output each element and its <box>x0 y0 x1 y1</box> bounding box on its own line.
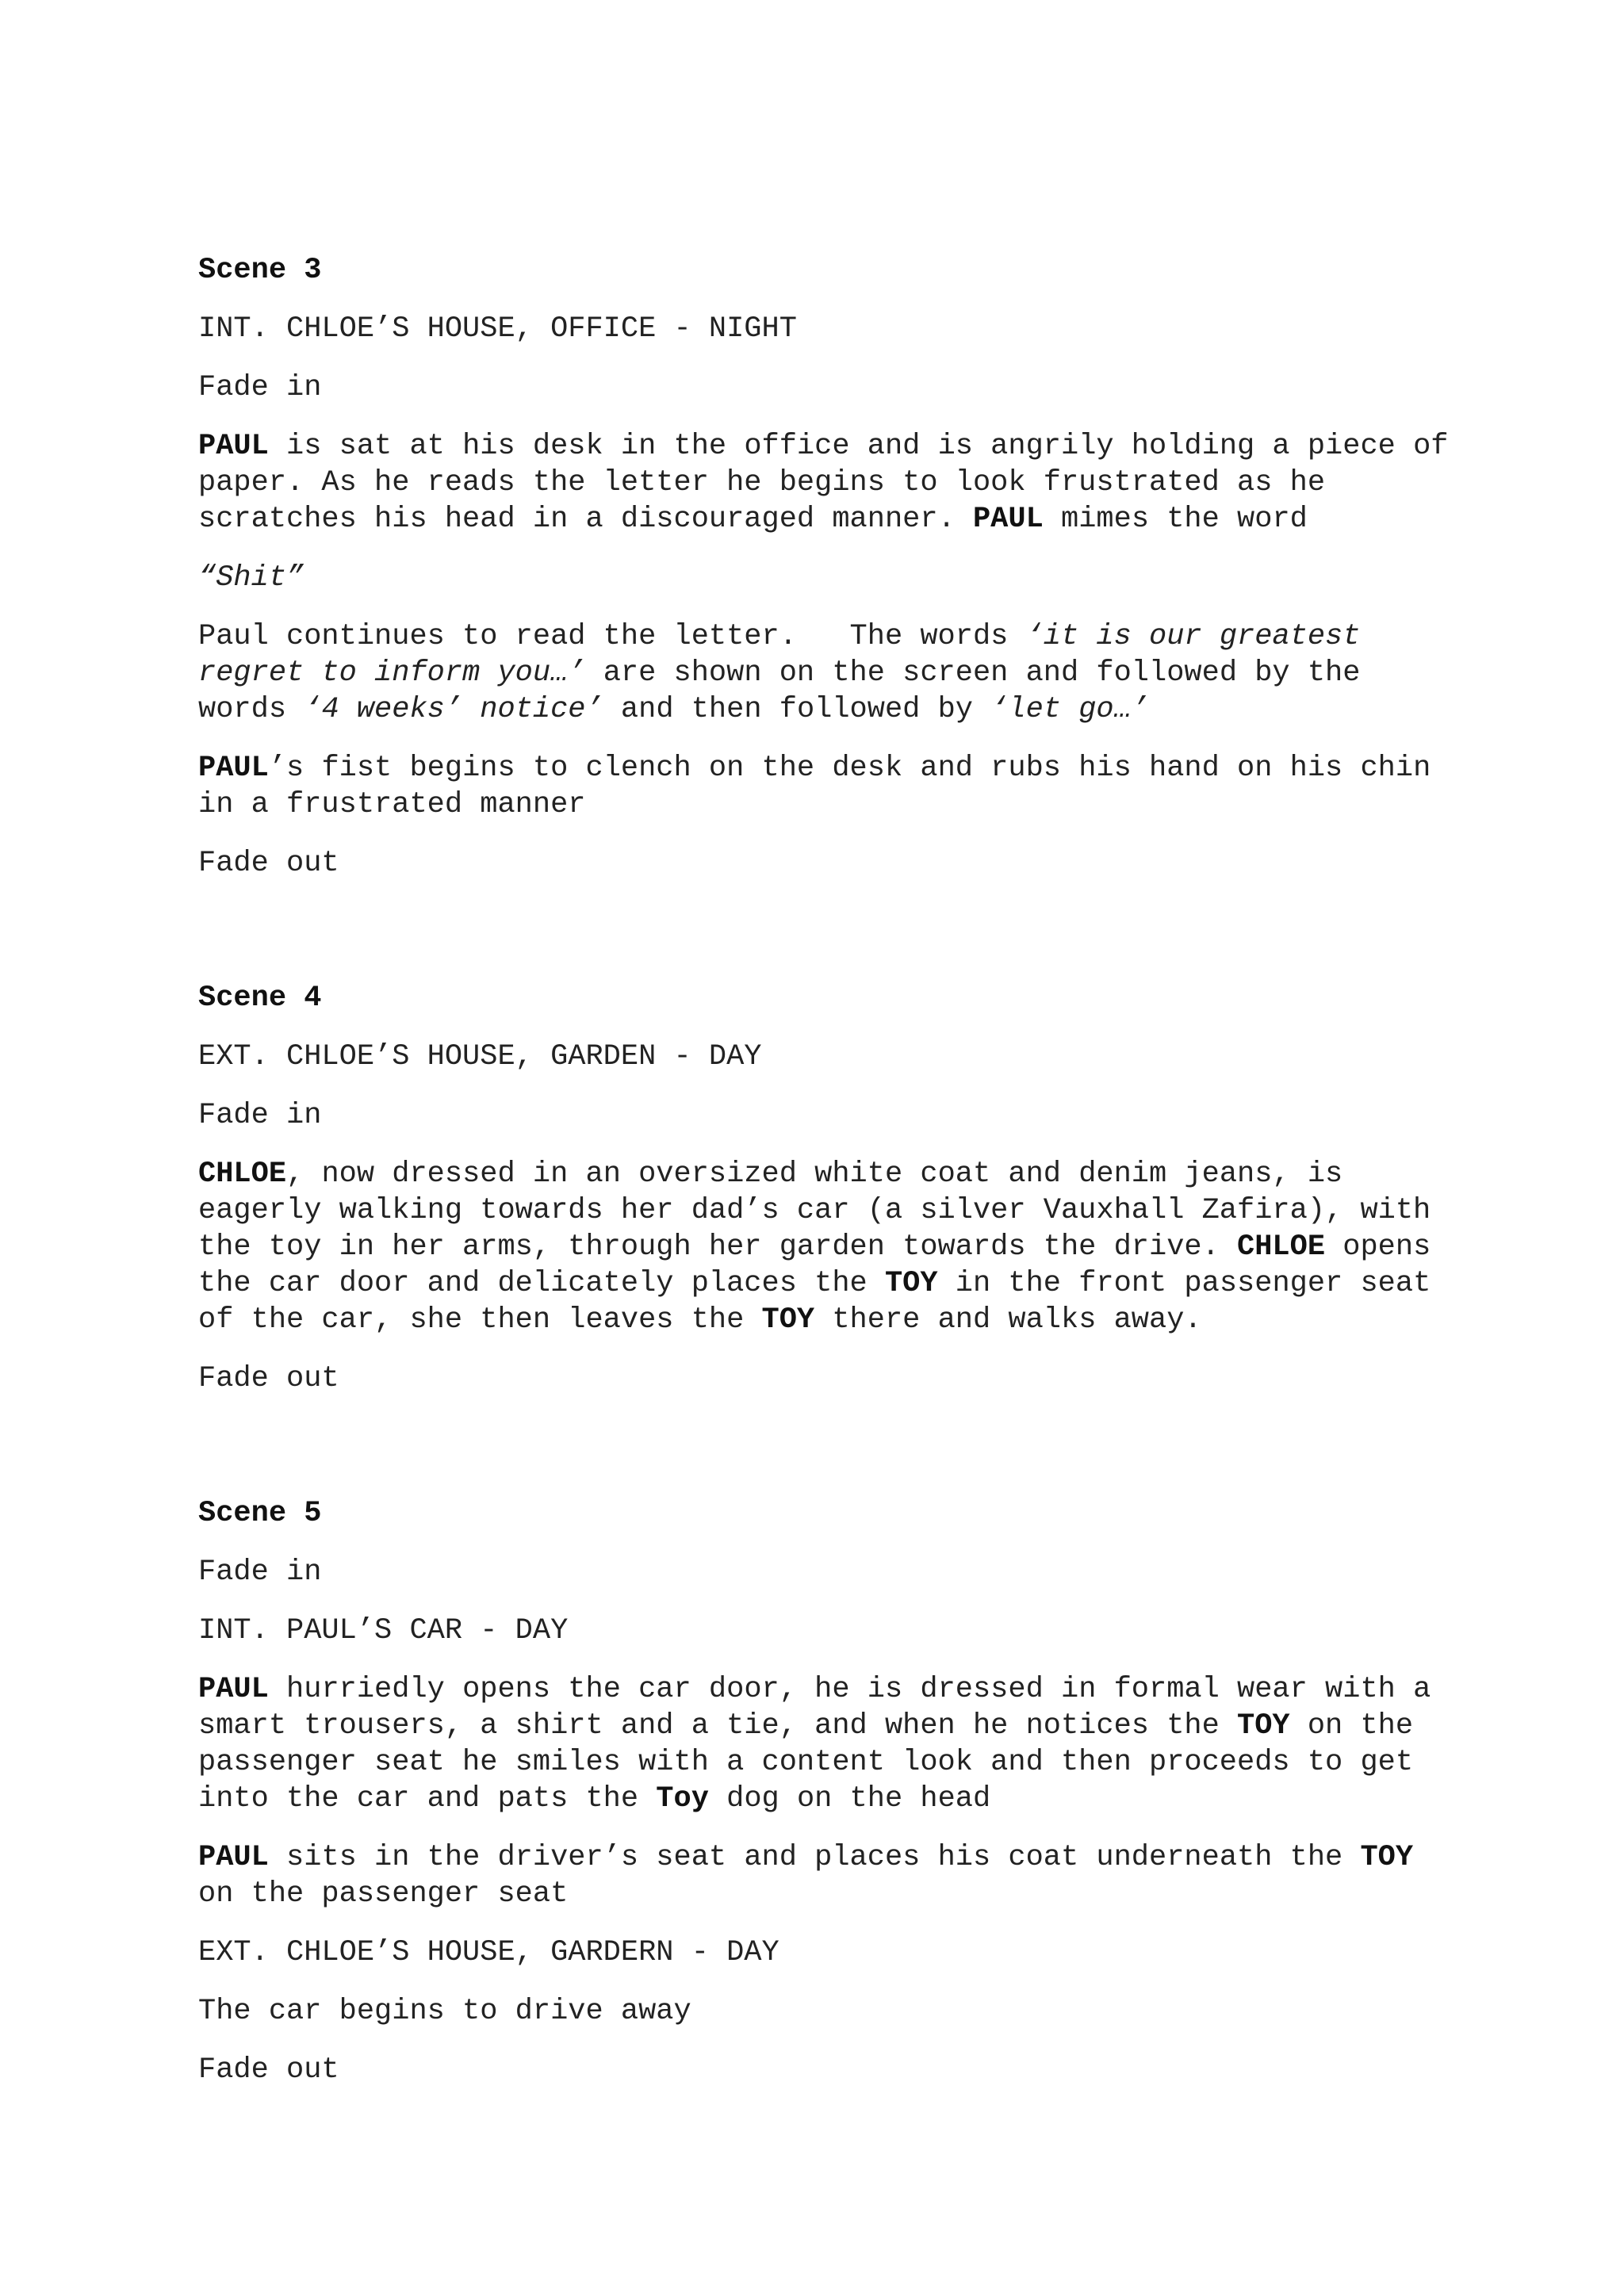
scene-3-action-3 <box>198 750 1451 823</box>
prop-name: TOY <box>884 1267 938 1300</box>
scene-5-action-1 <box>198 1671 1451 1817</box>
action-text: dog on the head <box>708 1782 991 1816</box>
character-name: PAUL <box>198 1841 269 1874</box>
scene-separator <box>198 904 1451 980</box>
action-text: hurriedly opens the car door, he is dressed in formal wear with a smart trousers, a shirt and a tie, and when he notices the <box>198 1673 1431 1743</box>
scene-3-mimed-word <box>198 560 1451 596</box>
action-text: in the front passenger seat of the car, she then leaves the <box>198 1267 1431 1337</box>
character-name: PAUL <box>198 430 269 463</box>
scene-5-action-3: The car begins to drive away <box>198 1995 691 2028</box>
scene-5-slugline: INT. PAUL’S CAR - DAY <box>198 1614 569 1647</box>
scene-4-heading: Scene 4 <box>198 982 322 1015</box>
action-text: sits in the driver’s seat and places his coat underneath the <box>268 1841 1361 1874</box>
scene-3-action-1 <box>198 428 1451 538</box>
scene-3-slugline: INT. CHLOE’S HOUSE, OFFICE - NIGHT <box>198 312 797 346</box>
action-text: , now dressed in an oversized white coat and denim jeans, is eagerly walking towards her dad’s car (a silver Vauxhall Zafira), with the toy in her arms, through her garden towards the drive. <box>198 1158 1431 1264</box>
scene-5-fade-in: Fade in <box>198 1556 322 1589</box>
action-text: is sat at his desk in the office and is angrily holding a piece of paper. As he reads the letter he begins to look frustrated as he scratches his head in a discouraged manner. <box>198 430 1449 536</box>
script-content <box>198 252 1451 2110</box>
scene-3-action-2 <box>198 618 1451 728</box>
action-text: there and walks away. <box>814 1303 1202 1337</box>
scene-3-fade-out: Fade out <box>198 847 339 880</box>
action-text: opens the car door and delicately places the <box>198 1230 1431 1300</box>
action-text: and then followed by <box>603 693 991 726</box>
scene-5-fade-out: Fade out <box>198 2053 339 2087</box>
action-text: Paul continues to read the letter. The words <box>198 620 1026 653</box>
action-text: are shown on the screen and followed by the words <box>198 656 1378 726</box>
scene-3-heading: Scene 3 <box>198 254 322 287</box>
scene-separator <box>198 1419 1451 1495</box>
character-name: PAUL <box>972 503 1044 536</box>
scene-4-fade-out: Fade out <box>198 1362 339 1395</box>
scene-4-action-1 <box>198 1156 1451 1338</box>
action-text: on the passenger seat he smiles with a content look and then proceeds to get into the car and pats the <box>198 1709 1414 1816</box>
scene-5-action-2 <box>198 1839 1451 1912</box>
letter-quote: ‘4 weeks’ notice’ <box>304 693 603 726</box>
scene-5-heading: Scene 5 <box>198 1497 322 1530</box>
letter-quote: ‘let go…’ <box>990 693 1150 726</box>
character-name: PAUL <box>198 1673 269 1706</box>
character-name: CHLOE <box>1237 1230 1326 1264</box>
scene-4-fade-in: Fade in <box>198 1099 322 1132</box>
prop-name: TOY <box>1237 1709 1290 1743</box>
character-name: PAUL <box>198 752 269 785</box>
prop-name: TOY <box>1360 1841 1414 1874</box>
action-text: on the passenger seat <box>198 1877 569 1911</box>
action-text: ’s fist begins to clench on the desk and rubs his hand on his chin in a frustrated manner <box>198 752 1431 821</box>
letter-quote: ‘it is our greatest regret to inform you…’ <box>198 620 1378 690</box>
prop-name: Toy <box>656 1782 709 1816</box>
mimed-word-text: “Shit” <box>198 561 304 595</box>
scene-4-slugline: EXT. CHLOE’S HOUSE, GARDEN - DAY <box>198 1040 762 1073</box>
scene-5-slugline-2: EXT. CHLOE’S HOUSE, GARDERN - DAY <box>198 1936 779 1969</box>
action-text: mimes the word <box>1043 503 1308 536</box>
character-name: CHLOE <box>198 1158 287 1191</box>
prop-name: TOY <box>761 1303 815 1337</box>
scene-3-fade-in: Fade in <box>198 371 322 404</box>
